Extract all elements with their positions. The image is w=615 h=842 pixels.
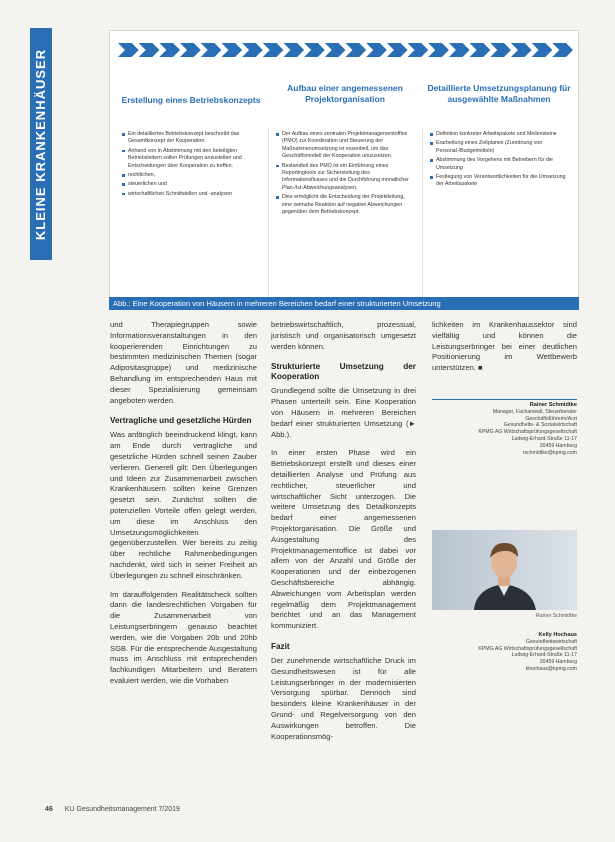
chevron-arrow — [242, 43, 263, 57]
phase-2-bullets — [276, 131, 416, 218]
article-column-3 — [432, 320, 577, 382]
paragraph: betriebswirtschaftlich, prozessual, juristisch und organisatorisch umgesetzt werden können. — [271, 320, 416, 351]
chevron-arrow — [201, 43, 222, 57]
author-detail-line: rschmidtke@kpmg.com — [522, 449, 577, 456]
phase-2 — [270, 83, 420, 105]
section-label: KLEINE KRANKENHÄUSER — [33, 48, 49, 240]
paragraph: Der zunehmende wirtschaftliche Druck im Gesundheitswesen ist für alle Leistungserbringer in der modernisierten Versorgung spürbar. Dennoch sind besonders kleine Krankenhäuser in der Grund- und Regelversorgung von den Auswirkungen betroffen. Die Kooperationsmög- — [271, 655, 416, 741]
chevron-arrow — [221, 43, 242, 57]
bullet-item: steuerlichen und — [122, 181, 260, 188]
bullet-item: wirtschaftlichen Schnittstellen und -analysen — [122, 191, 260, 198]
bullet-item: Dies ermöglicht die Entscheidung der Projektleitung, eine zeitnahe Reaktion auf negative Abweichungen gegenüber dem Betriebskonzept. — [276, 194, 416, 216]
chevron-arrow — [263, 43, 284, 57]
author-detail-line: 20459 Hamburg — [539, 659, 577, 666]
author-detail-line: Ludwig-Erhard-Straße 11-17 — [511, 435, 577, 442]
phase-3-title: Detaillierte Umsetzungsplanung für ausgewählte Maßnahmen — [427, 83, 571, 104]
paragraph: In einer ersten Phase wird ein Betriebskonzept erstellt und dieses einer detaillierten Analyse und Prüfung aus rechtlicher, steuerlicher und wirtschaftlicher Sicht unterzogen. Die weitere Umsetzung des Detailkonzepts bedarf einer angemessenen Projektorganisation. Die Größe und Ausgestaltung des Projektmanagementoffice ist dabei vor allem von der Anzahl und Größe der Kooperationen und der einbezogenen Geschäftsbereiche abhängig. Abweichungen vom Arbeitsplan werden regelmäßig dem Projektmanagement berichtet und an das Management kommuniziert. — [271, 448, 416, 631]
column-divider — [422, 127, 423, 297]
section-heading: Fazit — [271, 641, 290, 651]
bullet-item: Bestandteil des PMO ist ein Einführung eines Reportingtools zur Sicherstellung des Informationsflusses und die Durchführung monatlicher Plan-/Ist-Abweichungsanalysen. — [276, 163, 416, 193]
author-info-schmidtke — [432, 402, 577, 456]
author-detail-line: Geschäftsführerin/Arzt — [525, 415, 577, 422]
phase-1-bullets — [122, 131, 260, 200]
chevron-arrow — [139, 43, 160, 57]
bullet-item: Anhand von in Abstimmung mit den beteiligten Betriebsleitern sollen Prüfungen anzustellen und Entscheidungen über Kooperation zu treffen. — [122, 148, 260, 170]
bullet-item: Erarbeitung eines Zeitplanes (Zuordnung von Personal-/Budgetmitteln) — [430, 140, 568, 155]
author-detail-line: Manager, Fachanwalt, Steuerberater — [492, 408, 577, 415]
author-detail-line: 20459 Hamburg — [539, 442, 577, 449]
author-divider — [432, 399, 577, 400]
author-name: Rainer Schmidtke — [529, 402, 577, 408]
phase-1-title: Erstellung eines Betriebskonzepts — [121, 95, 261, 105]
chevron-arrow — [449, 43, 470, 57]
phase-3 — [424, 83, 574, 105]
chevron-arrow — [470, 43, 491, 57]
chevron-arrow — [180, 43, 201, 57]
chevron-arrow — [552, 43, 573, 57]
bullet-item: Definition konkreter Arbeitspakete und Meilensteine — [430, 131, 568, 138]
column-divider — [268, 127, 269, 297]
chevron-arrow — [387, 43, 408, 57]
chevron-arrow — [532, 43, 553, 57]
section-sidebar-band — [30, 28, 52, 260]
bullet-item: Festlegung von Verantwortlichkeiten für die Umsetzung der Arbeitspakete — [430, 174, 568, 189]
chevron-arrow — [118, 43, 139, 57]
author-detail-line: Ludwig-Erhard-Straße 11-17 — [511, 652, 577, 659]
article-column-2 — [271, 320, 416, 750]
bullet-item: rechtlichen, — [122, 172, 260, 179]
chevron-arrow — [490, 43, 511, 57]
chevron-arrow — [283, 43, 304, 57]
author-info-hochaus — [432, 632, 577, 673]
chevron-arrow — [511, 43, 532, 57]
author-name: Kelly Hochaus — [538, 632, 577, 638]
paragraph: Was anfänglich beeindruckend klingt, kann am Ende durch vertragliche und gesetzliche Hürden schnell seinen Zauber verlieren. Generell gilt: Den Überlegungen und Ideen zur Zusammenarbeit zwischen Krankenhäusern sollten keine Grenzen gesetzt sein. Zunächst sollten die potenziellen Vorteile offen gelegt werden, um diese im Anschluss den Umsetzungsmöglichkeiten gegenüberzustellen. Wer bereits zu zeitig über rechtliche Rahmenbedingungen nachdenkt, wird sich in seiner Freiheit an Überlegungen zu schnell einschränken. — [110, 430, 257, 580]
paragraph: lichkeiten im Krankenhaussektor sind vielfältig und können die Leistungserbringer bei einer deutlichen Positionierung im Wettbewerb unterstützen. ■ — [432, 320, 577, 373]
bullet-item: Der Aufbau eines zentralen Projektmanagementoffice (PMO) zur Koordination und Steuerung der Maßnahmenumsetzung ist essentiell, um das Geschäftsmodell der Kooperation umzusetzen. — [276, 131, 416, 161]
chevron-arrow — [304, 43, 325, 57]
author-detail-line: KPMG AG Wirtschaftsprüfungsgesellschaft — [478, 645, 577, 652]
phase-3-bullets — [430, 131, 568, 191]
journal-name: KU Gesundheitsmanagement 7/2019 — [64, 806, 180, 813]
author-detail-line: KPMG AG Wirtschaftsprüfungsgesellschaft — [478, 429, 577, 436]
bullet-item: Abstimmung des Vorgehens mit Betreibern für die Umsetzung — [430, 157, 568, 172]
paragraph: Im darauffolgenden Realitätscheck sollten dann die landesrechtlichen Vorgaben für die Zusammenarbeit von Leistungserbringern genauso beachtet werden, wie die Vorgaben 20b und 20hb SGB. Für die entsprechende Ausgestaltung muss im Anschluss mit entsprechenden fachkundigen Mitarbeitern und Beratern evaluiert werden, wie die Vorhaben — [110, 589, 257, 685]
paragraph: Grundlegend sollte die Umsetzung in drei Phasen unterteilt sein. Eine Kooperation von Häusern in mehreren Bereichen bedarf einer strukturierten Umsetzung (► Abb.). — [271, 386, 416, 439]
chevron-arrow — [428, 43, 449, 57]
process-figure — [109, 30, 579, 310]
chevron-arrow — [366, 43, 387, 57]
phase-2-title: Aufbau einer angemessenen Projektorganisation — [287, 83, 403, 104]
article-column-1 — [110, 320, 257, 695]
photo-caption: Rainer Schmidtke — [536, 613, 577, 619]
chevron-arrow — [159, 43, 180, 57]
chevron-arrow — [325, 43, 346, 57]
figure-caption: Abb.: Eine Kooperation von Häusern in mehreren Bereichen bedarf einer strukturierten Umsetzung — [109, 297, 579, 310]
bullet-item: Ein detailliertes Betriebskonzept beschreibt das Gesamtkonzept der Kooperation. — [122, 131, 260, 146]
phase-1 — [116, 83, 266, 106]
author-detail-line: Gesundheits- & Sozialwirtschaft — [503, 422, 577, 429]
author-detail-line: khochaus@kpmg.com — [525, 665, 577, 672]
section-heading: Strukturierte Umsetzung der Kooperation — [271, 362, 416, 382]
chevron-arrows — [118, 43, 573, 57]
section-heading: Vertragliche und gesetzliche Hürden — [110, 416, 252, 426]
author-detail-line: Gesundheitswirtschaft — [525, 638, 577, 645]
author-photo — [432, 530, 577, 610]
chevron-arrow — [346, 43, 367, 57]
page-number: 46 — [45, 806, 53, 813]
chevron-arrow — [408, 43, 429, 57]
paragraph: und Therapiegruppen sowie Informationsveranstaltungen in den kooperierenden Einrichtungen zu bestimmten medizinischen Themen (sogar Adipositasgruppe) und medizinische Behandlung im entsprechenden Haus mit dieser Spezialisierung gemeinsam angeboten werden. — [110, 320, 257, 405]
portrait-icon — [432, 530, 577, 610]
page-footer — [45, 806, 180, 813]
